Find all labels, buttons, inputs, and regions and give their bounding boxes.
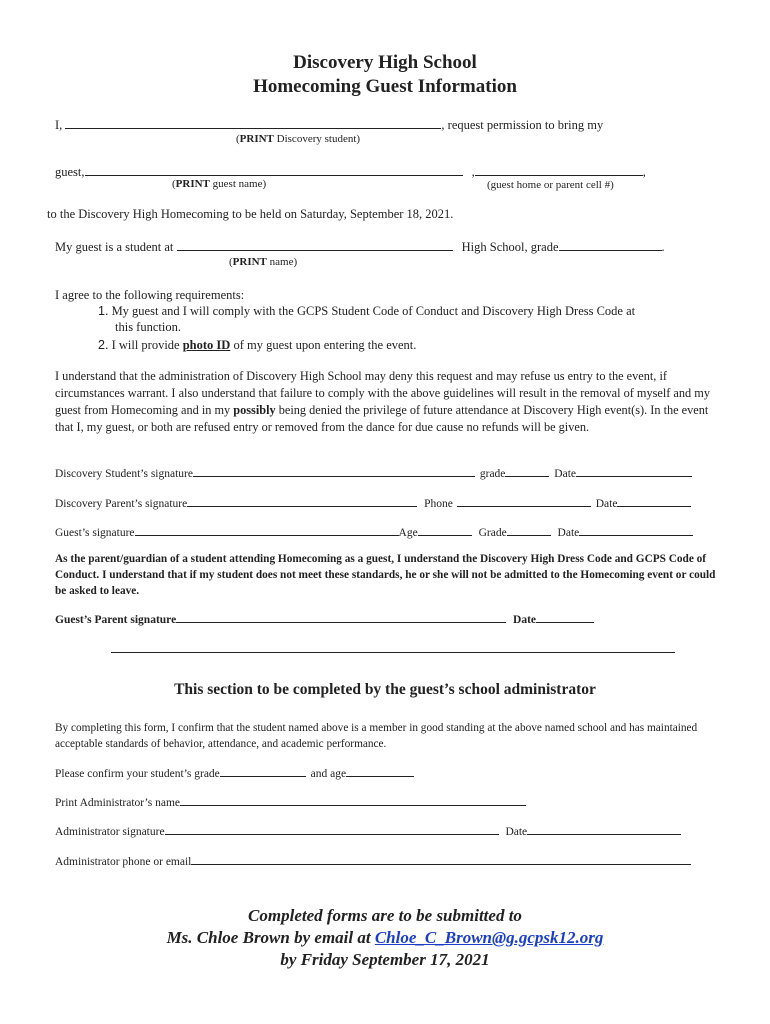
footer-line-1: Completed forms are to be submitted to — [248, 906, 522, 925]
student-sig-label: Discovery Student’s signature — [55, 468, 193, 480]
student-grade-field[interactable] — [505, 464, 549, 477]
student-caption-rest: Discovery student) — [273, 133, 361, 145]
guest-date-label: Date — [557, 527, 580, 539]
school-caption: (PRINT name) — [229, 256, 298, 268]
guest-parent-sig-field[interactable] — [176, 610, 506, 623]
guardian-statement: As the parent/guardian of a student attending Homecoming as a guest, I understand the Discovery High Dress Code and GCPS Code of Conduct. I understand that if my student does not meet these standards, he or she will not be admitted to the Homecoming event or could be asked to leave. — [55, 553, 716, 597]
guest-parent-date-field[interactable] — [536, 610, 594, 623]
requirement-1 — [98, 304, 635, 319]
guest-parent-date-label: Date — [513, 614, 537, 626]
admin-section-title: This section to be completed by the guest’s school administrator — [174, 681, 596, 698]
section-separator — [111, 652, 675, 653]
parent-date-field[interactable] — [617, 494, 691, 507]
admin-sig-label: Administrator signature — [55, 826, 165, 838]
requirement-1-num: 1. — [98, 304, 109, 318]
student-date-field[interactable] — [576, 464, 692, 477]
print-admin-field[interactable] — [180, 793, 526, 806]
understand-bold: possibly — [233, 403, 276, 417]
guest-label: guest, — [55, 165, 85, 179]
grade-field[interactable] — [559, 238, 662, 251]
requirement-1-line2: this function. — [115, 320, 181, 334]
guest-signature-row — [55, 523, 693, 539]
guest-sig-field[interactable] — [135, 523, 399, 536]
parent-signature-row — [55, 494, 691, 510]
title-line-2: Homecoming Guest Information — [253, 76, 517, 97]
request-suffix: , request permission to bring my — [441, 118, 604, 132]
admin-phone-field[interactable] — [191, 852, 691, 865]
admin-phone-row — [55, 852, 691, 868]
student-caption: (PRINT Discovery student) — [236, 133, 361, 145]
high-school-label: High School, grade — [461, 240, 559, 254]
requirement-2-pre: I will provide — [111, 338, 183, 352]
footer-line-2 — [0, 928, 770, 948]
understand-part1: I understand that the administration of Discovery High School may deny this request and may refuse us entry to the event, if circumstances warrant. I also understand that failure to comply with the above guidelines will result in the removal of myself and my guest from Homecoming and in my — [55, 369, 710, 417]
student-caption-bold: PRINT — [239, 133, 274, 145]
confirm-grade-label: Please confirm your student’s grade — [55, 768, 220, 780]
school-name-field[interactable] — [177, 238, 453, 251]
requirement-1-line1: My guest and I will comply with the GCPS Student Code of Conduct and Discovery High Dress Code at — [111, 304, 636, 318]
guest-parent-sig-label: Guest’s Parent signature — [55, 614, 177, 626]
guest-grade-field[interactable] — [507, 523, 551, 536]
title-line-1: Discovery High School — [293, 52, 477, 73]
requirement-2 — [98, 338, 416, 353]
guest-cell-field[interactable] — [475, 163, 643, 176]
parent-sig-field[interactable] — [187, 494, 417, 507]
student-name-field[interactable] — [65, 116, 441, 129]
understand-part2: being denied the privilege of future attendance at Discovery High event(s). In the event that I, my guest, or both are refused entry or removed from the dance for due cause no refunds will be given. — [55, 403, 709, 434]
and-age-label: and age — [310, 768, 347, 780]
footer-line-2-pre: Ms. Chloe Brown by email at — [166, 928, 375, 947]
admin-phone-label: Administrator phone or email — [55, 856, 192, 868]
admin-signature-row — [55, 822, 681, 838]
student-sig-field[interactable] — [193, 464, 475, 477]
guest-date-field[interactable] — [579, 523, 693, 536]
guest-sig-label: Guest’s signature — [55, 527, 135, 539]
request-line — [55, 116, 603, 133]
student-at-label: My guest is a student at — [55, 240, 174, 254]
cell-caption: (guest home or parent cell #) — [487, 179, 614, 191]
school-caption-bold: PRINT — [232, 256, 267, 268]
parent-date-label: Date — [595, 498, 618, 510]
school-line: My guest is a student at High School, grade . — [55, 240, 665, 254]
guest-name-field[interactable] — [85, 163, 463, 176]
footer-email-link[interactable]: Chloe_C_Brown@g.gcpsk12.org — [374, 928, 604, 947]
school-caption-rest: name) — [266, 256, 298, 268]
request-prefix: I, — [55, 118, 63, 132]
footer-line-3: by Friday September 17, 2021 — [280, 950, 490, 969]
student-grade-label: grade — [479, 468, 506, 480]
confirm-age-field[interactable] — [346, 764, 414, 777]
parent-phone-label: Phone — [424, 498, 453, 510]
parent-phone-field[interactable] — [457, 494, 591, 507]
understand-paragraph — [55, 368, 727, 436]
guest-parent-signature-row — [55, 610, 594, 626]
print-admin-row — [55, 793, 526, 809]
guest-line: guest, , , — [55, 165, 646, 179]
event-sentence: to the Discovery High Homecoming to be held on Saturday, September 18, 2021. — [47, 207, 454, 221]
guest-caption-rest: guest name) — [209, 178, 267, 190]
parent-sig-label: Discovery Parent’s signature — [55, 498, 188, 510]
guest-caption: (PRINT guest name) — [172, 178, 267, 190]
requirement-2-post: of my guest upon entering the event. — [230, 338, 417, 352]
requirement-2-bold: photo ID — [182, 338, 231, 352]
confirm-grade-row — [55, 764, 414, 780]
admin-sig-field[interactable] — [165, 822, 499, 835]
requirement-2-num: 2. — [98, 338, 109, 352]
guest-grade-label: Grade — [478, 527, 507, 539]
admin-date-label: Date — [505, 826, 528, 838]
student-date-label: Date — [554, 468, 576, 480]
print-admin-label: Print Administrator’s name — [55, 797, 181, 809]
confirm-grade-field[interactable] — [220, 764, 306, 777]
guest-age-label: Age — [398, 527, 418, 539]
requirements-intro: I agree to the following requirements: — [55, 288, 245, 302]
guest-caption-bold: PRINT — [175, 178, 210, 190]
guest-age-field[interactable] — [418, 523, 472, 536]
admin-date-field[interactable] — [527, 822, 681, 835]
admin-confirm-text: By completing this form, I confirm that the student named above is a member in good standing at the above named school and has maintained acceptable standards of behavior, attendance, and academic performance. — [55, 722, 698, 750]
student-signature-row — [55, 464, 692, 480]
